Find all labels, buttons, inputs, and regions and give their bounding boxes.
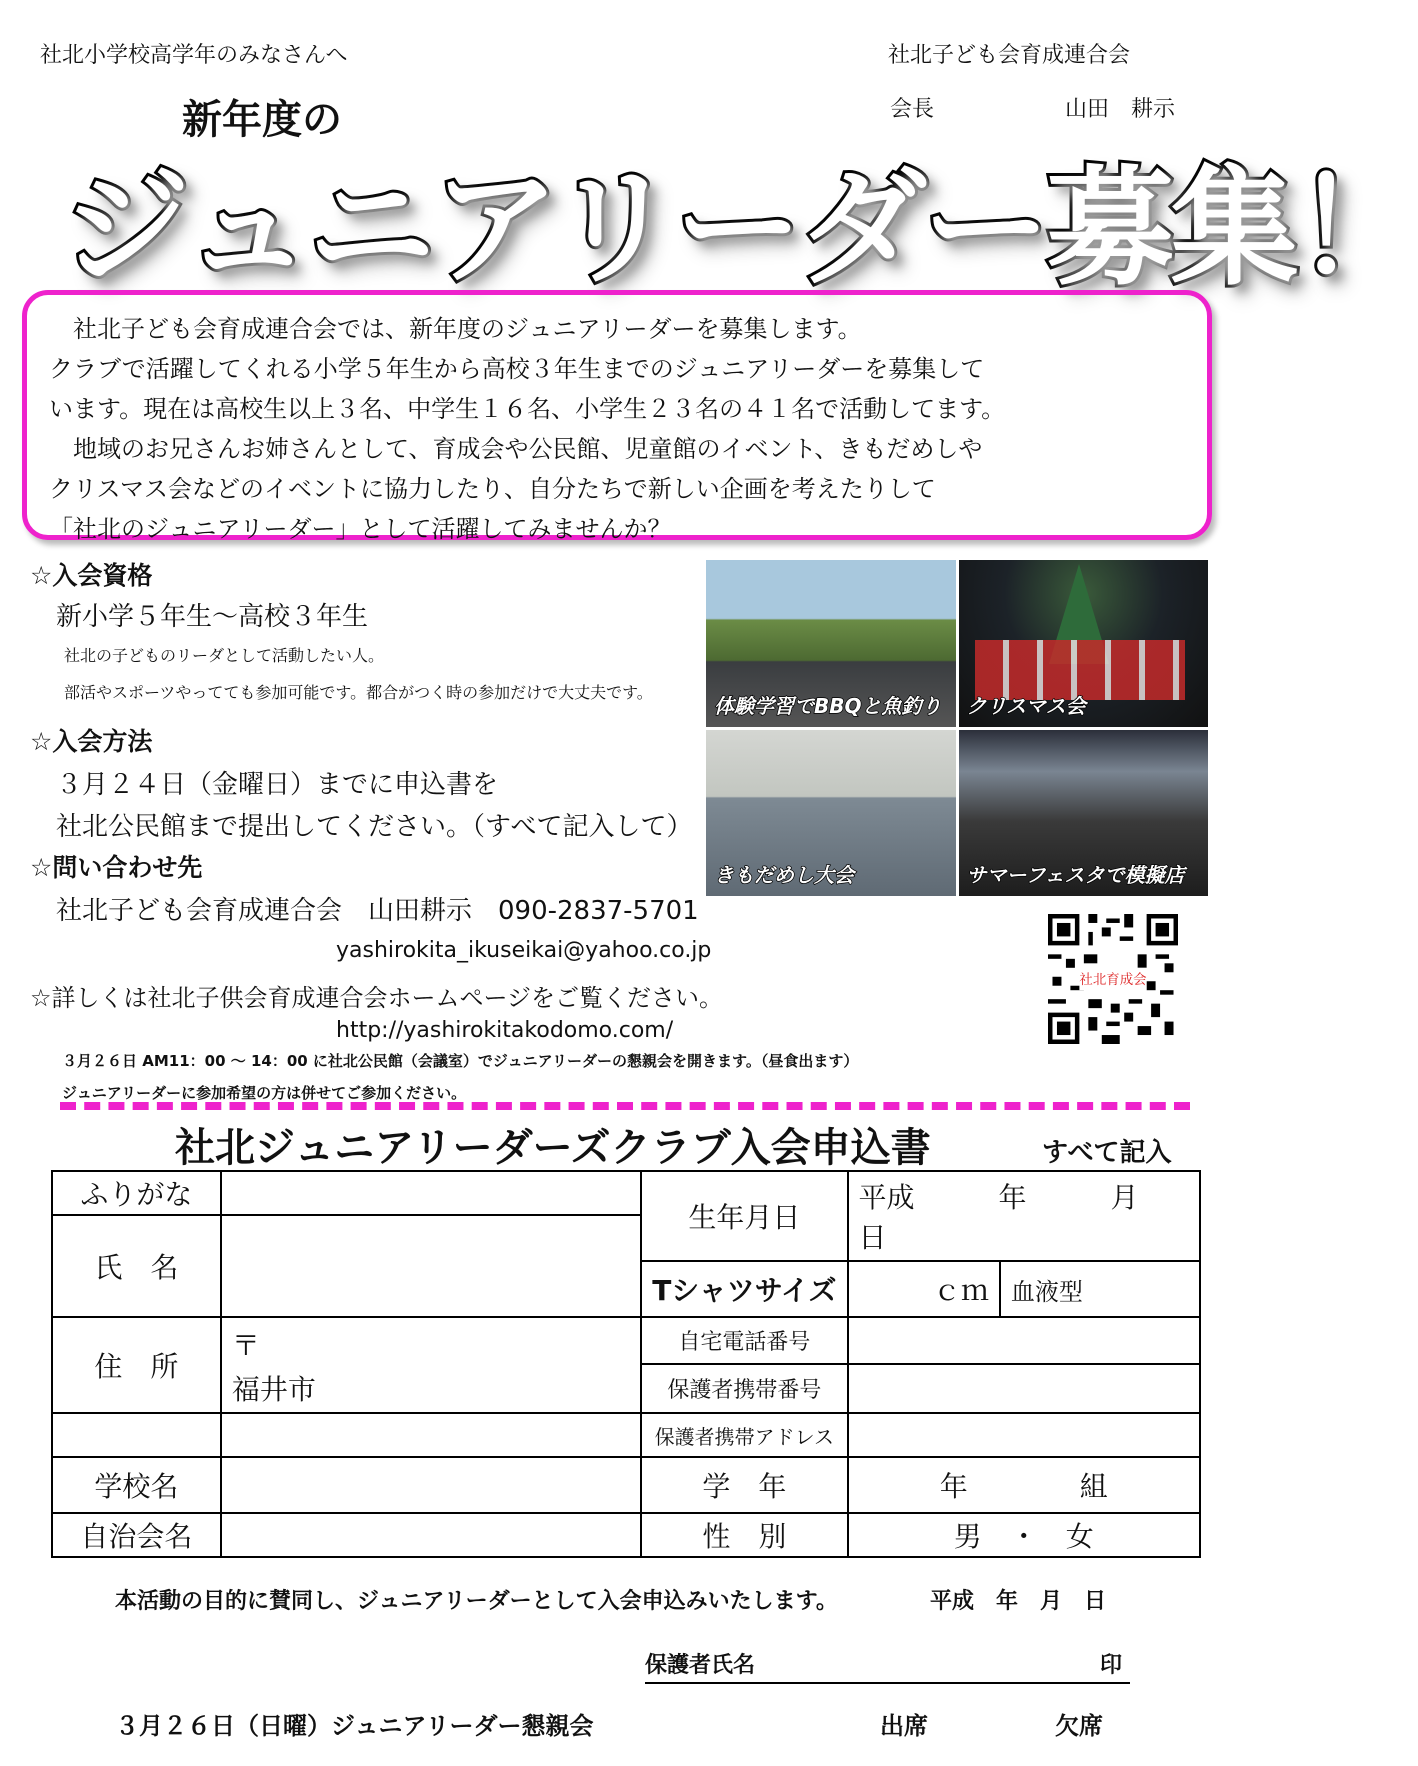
method-heading: ☆入会方法 [30, 727, 153, 756]
intro-line: 地域のお兄さんお姉さんとして、育成会や公民館、児童館のイベント、きもだめしや [49, 435, 983, 463]
furigana-field[interactable] [221, 1171, 641, 1215]
address-extra-field[interactable] [221, 1413, 641, 1457]
homepage-note: ☆詳しくは社北子供会育成連合会ホームページをご覧ください。 [30, 984, 724, 1012]
council-field[interactable] [221, 1513, 641, 1557]
name-label: 氏 名 [52, 1215, 221, 1317]
school-label: 学校名 [52, 1457, 221, 1513]
chair-name: 山田 耕示 [1065, 97, 1176, 122]
org-name: 社北子ども会育成連合会 [888, 43, 1131, 68]
intro-line: います。現在は高校生以上３名、中学生１６名、小学生２３名の４１名で活動してます。 [49, 395, 1006, 423]
contact-line: 社北子ども会育成連合会 山田耕示 090-2837-5701 [56, 896, 699, 926]
tshirt-field[interactable]: ｃｍ [848, 1261, 1000, 1317]
application-date: 平成 年 月 日 [930, 1589, 1107, 1614]
form-title: 社北ジュニアリーダーズクラブ入会申込書 [175, 1125, 931, 1171]
gender-label: 性 別 [641, 1513, 847, 1557]
contact-email[interactable]: yashirokita_ikuseikai@yahoo.co.jp [336, 938, 712, 963]
grade-field[interactable]: 年 組 [848, 1457, 1201, 1513]
photo-caption: きもだめし大会 [714, 863, 854, 887]
guardian-mobile-field[interactable] [848, 1364, 1201, 1413]
guardian-email-label: 保護者携帯アドレス [641, 1413, 847, 1457]
homepage-url[interactable]: http://yashirokitakodomo.com/ [336, 1018, 674, 1043]
address-field[interactable] [221, 1317, 641, 1413]
photo-kimodameshi [706, 730, 956, 897]
eligibility-heading: ☆入会資格 [30, 561, 153, 590]
intro-line: クラブで活躍してくれる小学５年生から高校３年生までのジュニアリーダーを募集して [49, 355, 985, 383]
qr-label: 社北育成会 [1079, 972, 1147, 988]
guardian-name-line[interactable] [645, 1682, 1130, 1684]
seal-mark: 印 [1100, 1653, 1123, 1678]
method-line: 社北公民館まで提出してください。（すべて記入して） [56, 812, 693, 842]
tshirt-label: Tシャツサイズ [641, 1261, 847, 1317]
council-label: 自治会名 [52, 1513, 221, 1557]
photo-summer-festa [959, 730, 1209, 897]
intro-line: 「社北のジュニアリーダー」として活躍してみませんか？ [49, 515, 672, 543]
attend-option[interactable]: 出席 [880, 1712, 928, 1740]
subtitle: 新年度の [182, 97, 342, 143]
grade-label: 学 年 [641, 1457, 847, 1513]
guardian-email-field[interactable] [848, 1413, 1201, 1457]
guardian-name-label: 保護者氏名 [645, 1653, 756, 1678]
meeting-attendance-label: ３月２６日（日曜）ジュニアリーダー懇親会 [115, 1712, 594, 1740]
home-phone-field[interactable] [848, 1317, 1201, 1364]
intro-box [22, 290, 1212, 543]
photo-bbq [706, 560, 956, 727]
birthdate-label: 生年月日 [641, 1171, 847, 1261]
gender-field[interactable]: 男 ・ 女 [848, 1513, 1201, 1557]
address-label: 住 所 [52, 1317, 221, 1413]
photo-caption: サマーフェスタで模擬店 [966, 863, 1185, 887]
application-form [51, 1170, 1223, 1558]
blood-type-field[interactable]: 血液型 [1000, 1261, 1200, 1317]
postal-mark: 〒 [231, 1329, 260, 1362]
photo-christmas [959, 560, 1209, 727]
intro-line: クリスマス会などのイベントに協力したり、自分たちで新しい企画を考えたりして [49, 475, 936, 503]
meeting-note: ジュニアリーダーに参加希望の方は併せてご参加ください。 [62, 1084, 467, 1102]
eligibility-note: 部活やスポーツやってても参加可能です。都合がつく時の参加だけで大丈夫です。 [64, 683, 653, 702]
method-line: ３月２４日（金曜日）までに申込書を [56, 770, 499, 800]
meeting-note: ３月２６日 AM11：00 ～ 14：00 に社北公民館（会議室）でジュニアリーダーの懇親会を開きます。（昼食出ます） [62, 1052, 859, 1070]
furigana-label: ふりがな [52, 1171, 221, 1215]
dashed-divider [60, 1102, 1190, 1110]
photo-caption: 体験学習でBBQと魚釣り [714, 693, 942, 718]
photo-grid [706, 560, 1208, 896]
home-phone-label: 自宅電話番号 [641, 1317, 847, 1364]
qr-code-icon [1048, 914, 1178, 1044]
city-text: 福井市 [231, 1373, 316, 1406]
blank-cell [52, 1413, 221, 1457]
birthdate-field[interactable]: 平成 年 月 日 [848, 1171, 1201, 1261]
school-field[interactable] [221, 1457, 641, 1513]
eligibility-grade: 新小学５年生～高校３年生 [56, 602, 369, 632]
eligibility-note: 社北の子どものリーダとして活動したい人。 [64, 646, 385, 665]
contact-heading: ☆問い合わせ先 [30, 853, 203, 882]
fill-all-note: すべて記入 [1042, 1138, 1172, 1168]
page-title: ジュニアリーダー募集！ [62, 154, 1418, 303]
agreement-text: 本活動の目的に賛同し、ジュニアリーダーとして入会申込みいたします。 [115, 1589, 838, 1614]
audience-line: 社北小学校高学年のみなさんへ [40, 43, 348, 68]
absent-option[interactable]: 欠席 [1055, 1712, 1103, 1740]
name-field[interactable] [221, 1215, 641, 1317]
intro-line: 社北子ども会育成連合会では、新年度のジュニアリーダーを募集します。 [49, 315, 862, 343]
photo-caption: クリスマス会 [966, 693, 1086, 718]
chair-label: 会長 [890, 97, 935, 122]
guardian-mobile-label: 保護者携帯番号 [641, 1364, 847, 1413]
